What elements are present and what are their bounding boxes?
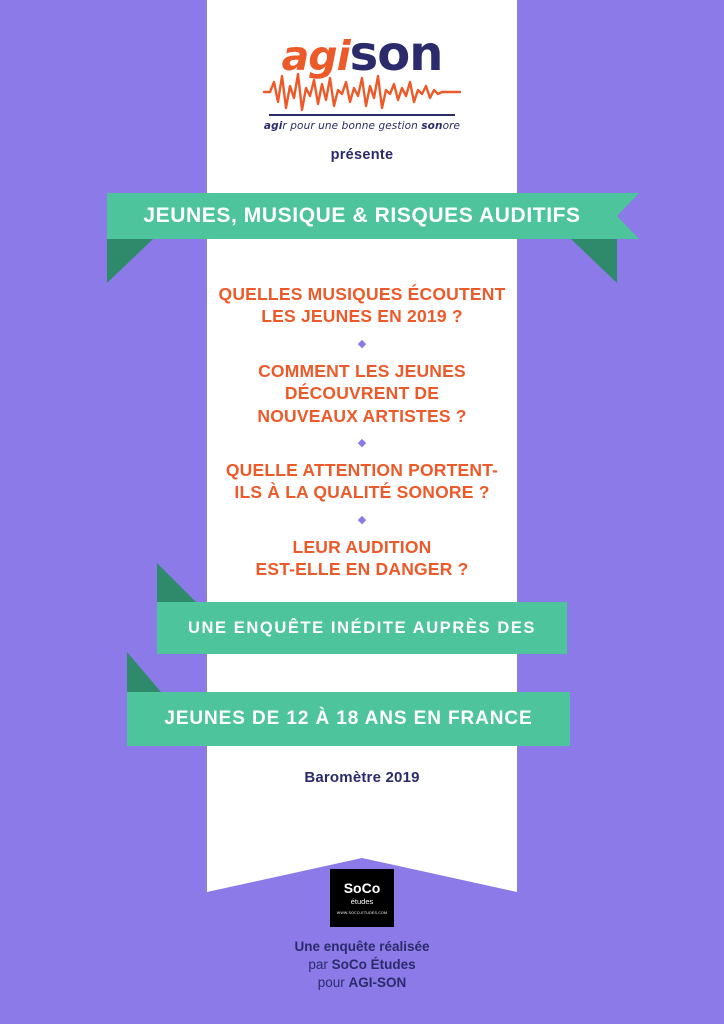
survey-ribbon-shadow xyxy=(157,563,199,605)
logo-son-text: son xyxy=(349,26,443,82)
credits-line-2-strong: SoCo Études xyxy=(331,956,416,972)
question-1-line-2: LES JEUNES EN 2019 ? xyxy=(261,306,463,327)
question-2-line-2: DÉCOUVRENT DE xyxy=(284,383,440,404)
question-2 xyxy=(207,360,517,427)
question-3-line-1: QUELLE ATTENTION PORTENT- xyxy=(225,459,499,480)
presente-label: présente xyxy=(330,147,394,163)
question-1-line-1: QUELLES MUSIQUES ÉCOUTENT xyxy=(218,284,506,304)
separator-1: ◆ xyxy=(357,337,367,350)
logo-agi-text: agi xyxy=(281,32,350,80)
audience-ribbon-shadow xyxy=(127,652,161,692)
logo-tagline xyxy=(207,120,517,132)
credits-line-3-strong: AGI-SON xyxy=(348,974,407,990)
barometre-label: Baromètre 2019 xyxy=(304,769,420,786)
survey-ribbon: UNE ENQUÊTE INÉDITE AUPRÈS DES xyxy=(157,602,567,654)
logo-divider xyxy=(269,114,455,116)
logo-wordmark xyxy=(281,26,443,82)
credits-block xyxy=(207,938,517,992)
logo-tagline-part2: r pour une bonne gestion xyxy=(282,120,422,132)
logo-tagline-part1: agi xyxy=(263,120,283,132)
soco-logo-name: SoCo xyxy=(343,880,381,897)
question-4-line-2: EST-ELLE EN DANGER ? xyxy=(255,559,469,580)
question-2-line-1: COMMENT LES JEUNES xyxy=(258,360,466,381)
separator-2: ◆ xyxy=(357,436,367,449)
credits-line-2-prefix: par xyxy=(308,956,332,972)
logo-tagline-part4: ore xyxy=(442,120,461,132)
question-3 xyxy=(207,459,517,504)
questions-block xyxy=(207,283,517,581)
audience-ribbon: JEUNES DE 12 À 18 ANS EN FRANCE xyxy=(127,692,570,746)
question-2-line-3: NOUVEAUX ARTISTES ? xyxy=(257,405,467,426)
separator-3: ◆ xyxy=(357,513,367,526)
question-3-line-2: ILS À LA QUALITÉ SONORE ? xyxy=(234,482,490,503)
question-4 xyxy=(207,536,517,581)
credits-line-1: Une enquête réalisée xyxy=(294,939,430,954)
title-ribbon-tail-left xyxy=(107,239,153,283)
soco-logo-subtitle: études xyxy=(350,897,374,907)
question-4-line-1: LEUR AUDITION xyxy=(292,536,432,557)
title-ribbon-tail-right xyxy=(571,239,617,283)
credits-line-3-prefix: pour xyxy=(317,974,349,990)
question-1 xyxy=(207,283,517,328)
soco-logo-url: WWW.SOCO-ETUDES.COM xyxy=(336,910,388,915)
title-ribbon-text: JEUNES, MUSIQUE & RISQUES AUDITIFS xyxy=(143,204,581,227)
soco-logo xyxy=(330,869,394,927)
credits-line-2 xyxy=(207,956,517,974)
credits-line-3 xyxy=(207,974,517,992)
logo-tagline-part3: son xyxy=(421,120,443,132)
agison-logo xyxy=(207,26,517,132)
